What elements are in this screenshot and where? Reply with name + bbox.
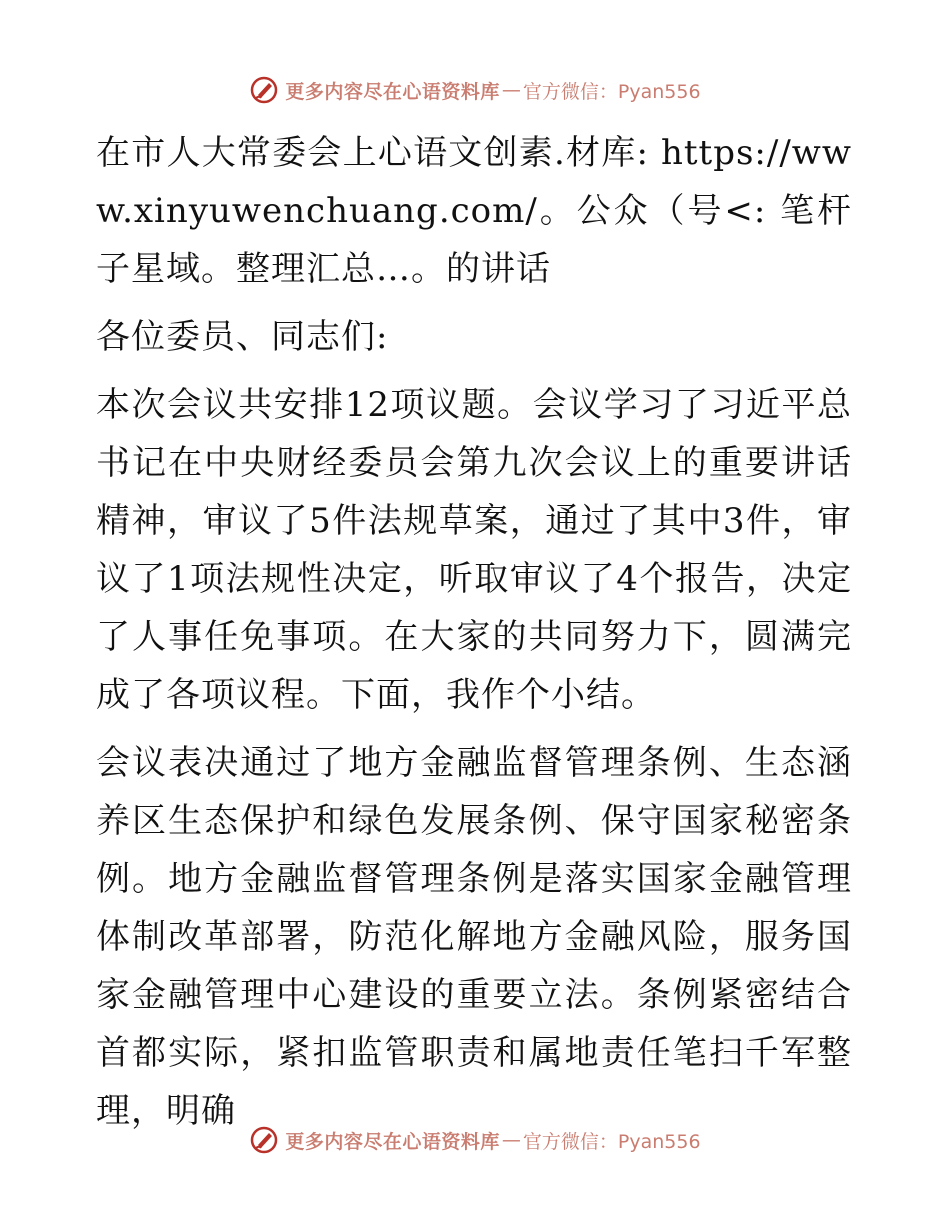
- header-banner: [0, 70, 950, 110]
- document-title-paragraph: 在市人大常委会上心语文创素.材库: https://www.xinyuwenchuang.com/。公众（号<: 笔杆子星域。整理汇总…。的讲话: [96, 133, 852, 289]
- body-paragraph: 本次会议共安排12项议题。会议学习了习近平总书记在中央财经委员会第九次会议上的重要讲话精神，审议了5件法规草案，通过了其中3件，审议了1项法规性决定，听取审议了4个报告，决定了人事任免事项。在大家的共同努力下，圆满完成了各项议程。下面，我作个小结。: [96, 385, 852, 715]
- body-paragraph: 会议表决通过了地方金融监督管理条例、生态涵养区生态保护和绿色发展条例、保守国家秘密条例。地方金融监督管理条例是落实国家金融管理体制改革部署，防范化解地方金融风险，服务国家金融管理中心建设的重要立法。条例紧密结合首都实际，紧扣监管职责和属地责任笔扫千军整理，明确: [96, 743, 852, 1131]
- brand-logo-icon: [249, 75, 279, 105]
- footer-banner: [0, 1120, 950, 1160]
- salutation-paragraph: 各位委员、同志们:: [96, 317, 389, 357]
- banner-title: 更多内容尽在心语资料库: [285, 1130, 500, 1153]
- banner-wechat: 官方微信：Pyan556: [522, 80, 701, 103]
- brand-logo-icon: [249, 1125, 279, 1155]
- banner-wechat: 官方微信：Pyan556: [522, 1130, 701, 1153]
- banner-separator: —: [501, 1129, 521, 1151]
- document-body: [96, 124, 852, 1150]
- banner-separator: —: [501, 79, 521, 101]
- banner-title: 更多内容尽在心语资料库: [285, 80, 500, 103]
